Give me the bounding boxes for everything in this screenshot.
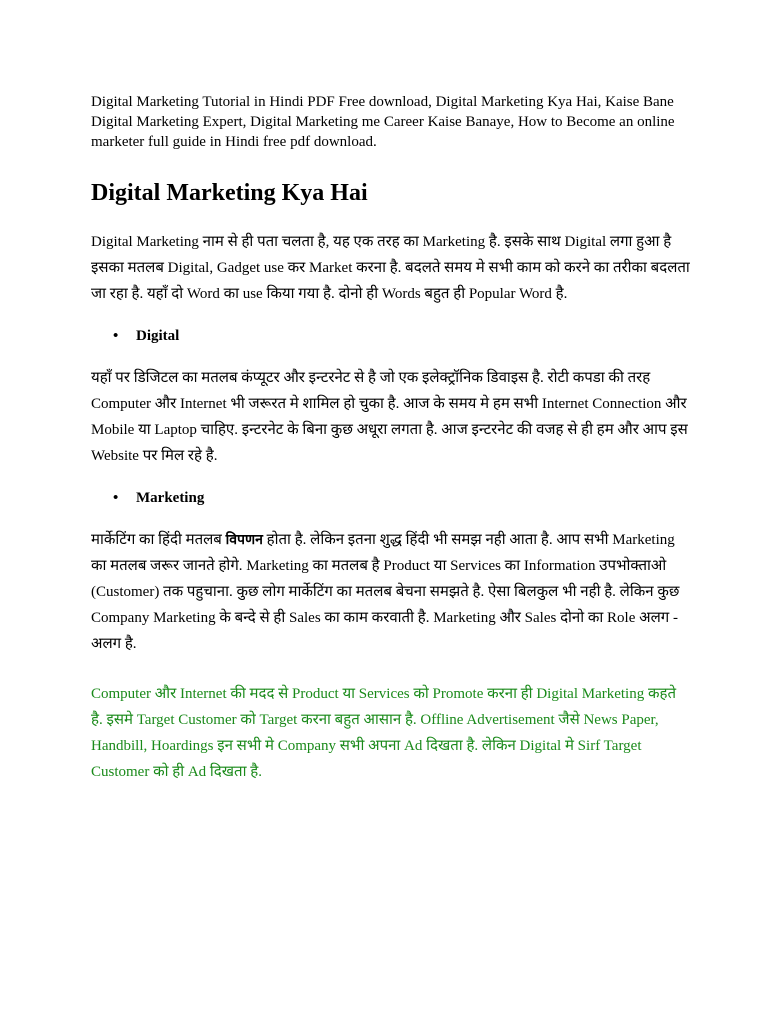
- bullet-label-marketing: Marketing: [136, 490, 205, 506]
- bold-term-vipanan: विपणन: [225, 532, 263, 548]
- page-title: Digital Marketing Kya Hai: [91, 180, 368, 206]
- bullet-icon: •: [113, 328, 119, 344]
- highlight-paragraph: Computer और Internet की मदद से Product या Services को Promote करना ही Digital Marketing कहते है. इसमे Target Customer को Target करना बहुत आसान है. Offline Advertisement जैसे News Paper, Handbill, Hoardings इन सभी मे Company सभी अपना Ad दिखता है. लेकिन Digital मे Sirf Target Customer को ही Ad दिखता है.: [91, 686, 677, 780]
- document-page: [91, 92, 691, 785]
- paragraph-definition: Digital Marketing नाम से ही पता चलता है, यह एक तरह का Marketing है. इसके साथ Digital लगा हुआ है इसका मतलब Digital, Gadget use कर Market करना है. बदलते समय मे सभी काम को करने का तरीका बदलता जा रहा है. यहाँ दो Word का use किया गया है. दोनो ही Words बहुत ही Popular Word है.: [91, 234, 690, 302]
- paragraph-digital: यहाँ पर डिजिटल का मतलब कंप्यूटर और इन्टरनेट से है जो एक इलेक्ट्रॉनिक डिवाइस है. रोटी कपडा की तरह Computer और Internet भी जरूरत मे शामिल हो चुका है. आज के समय मे हम सभी Internet Connection और Mobile या Laptop चाहिए. इन्टरनेट के बिना कुछ अधूरा लगता है. आज इन्टरनेट की वजह से ही हम और आप इस Website पर मिल रहे है.: [91, 370, 688, 464]
- paragraph-marketing-lead: मार्केटिंग का हिंदी मतलब: [91, 532, 226, 548]
- intro-paragraph: Digital Marketing Tutorial in Hindi PDF Free download, Digital Marketing Kya Hai, Kaise Bane Digital Marketing Expert, Digital Marketing me Career Kaise Banaye, How to Become an online marketer full guide in Hindi free pdf download.: [91, 94, 675, 150]
- paragraph-marketing: [91, 527, 691, 657]
- bullet-icon: •: [113, 490, 119, 506]
- bullet-label-digital: Digital: [136, 328, 180, 344]
- bullet-item-digital: [91, 323, 691, 349]
- bullet-item-marketing: [91, 485, 691, 511]
- paragraph-marketing-rest: होता है. लेकिन इतना शुद्ध हिंदी भी समझ नही आता है. आप सभी Marketing का मतलब जरूर जानते होगे. Marketing का मतलब है Product या Services का Information उपभोक्ताओ (Customer) तक पहुचाना. कुछ लोग मार्केटिंग का मतलब बेचना समझते है. ऐसा बिलकुल भी नही है. लेकिन कुछ Company Marketing के बन्दे से ही Sales का काम करवाती है. Marketing और Sales दोनो का Role अलग - अलग है.: [91, 532, 680, 652]
